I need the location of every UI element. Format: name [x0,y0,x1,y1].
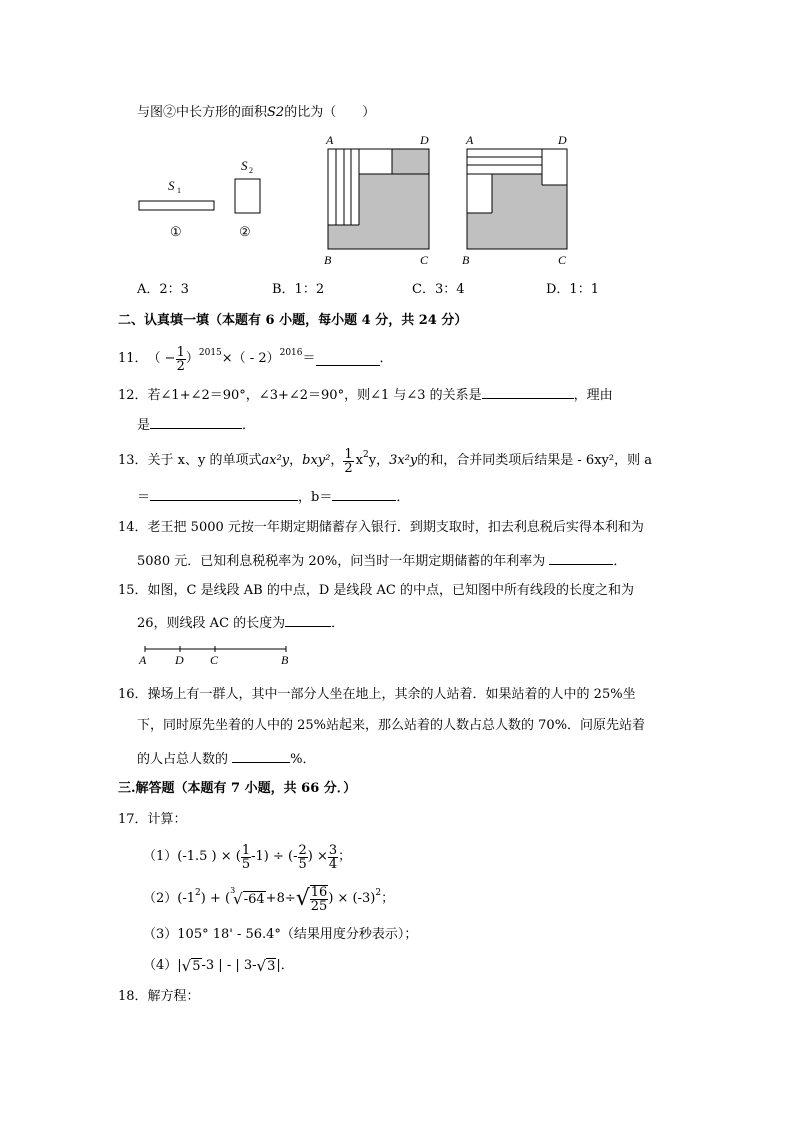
q13-term4: 3x²y [389,453,418,468]
figure-horizontal-strips [458,130,578,270]
q17-part3: （3）105° 18' - 56.4°（结果用度分秒表示）； [143,927,418,942]
answer-blank-b[interactable] [332,488,396,501]
frac-den: 25 [310,899,328,914]
q11-exp1: 2015 [198,348,222,358]
frac-den: 4 [328,856,338,872]
question-15-line1: 15．如图，C 是线段 AB 的中点，D 是线段 AC 的中点，已知图中所有线段的长度之和为 [118,583,634,598]
q11-close: ） [185,351,199,366]
q11-end: ． [379,351,393,366]
question-14-line2 [137,552,626,570]
frac-num: 3 [328,842,338,858]
question-12-line1 [118,386,613,404]
q-tail: 的比为（ ） [284,105,376,120]
fraction [298,844,308,871]
answer-blank[interactable] [549,552,613,565]
q11-mid: ×（ - 2） [221,351,280,366]
q15-text: 26，则线段 AC 的长度为 [137,616,286,631]
expr: (-1 [177,891,196,906]
rect-s1 [139,201,214,210]
q13-sep: ， [330,453,344,468]
s1-label: S [168,178,175,193]
figure-s1-s2 [130,150,280,245]
q13-sep: ， [289,453,303,468]
fig1-caption: ① [170,224,182,239]
frac-den: 2 [344,460,353,476]
frac-num: 16 [310,885,328,900]
root-index: 3 [230,886,236,895]
expr: |． [276,958,294,973]
expr: ) × [307,849,328,864]
segment-figure [136,643,296,669]
q14-text: 5080 元．已知利息税税率为 20%，问当时一年期定期储蓄的年利率为 [137,554,546,569]
expr: -3 | - | 3- [201,958,257,973]
q14-end: ． [613,554,627,569]
radicand: 3 [267,958,276,974]
answer-blank-a[interactable] [150,488,298,501]
q12-line2-text: 是 [137,418,151,433]
s2-label: S [241,158,248,173]
frac-num: 1 [176,344,185,360]
question-11 [118,345,393,373]
q12-line2-end: ． [242,418,256,433]
question-17-head: 17．计算： [118,812,187,827]
option-b: B．1：2 [272,282,325,297]
radical-icon: √ [256,957,267,975]
point-b: B [281,653,289,667]
label-d: D [558,133,567,147]
question-13-line1 [118,444,652,478]
expr: ) × (-3) [328,891,376,906]
frac-num: 1 [241,842,251,858]
expr-end: ； [338,849,352,864]
q13-term3-tail: y， [368,453,390,468]
radical-icon: √ [181,957,192,975]
q-text: 与图②中长方形的面积 [137,105,268,120]
q15-end: ． [331,616,345,631]
q13-term3-exp: 2 [363,450,369,460]
q11-exp2: 2016 [279,348,303,358]
part-label: （1） [143,849,178,864]
radicand: -64 [243,891,265,907]
answer-blank[interactable] [150,416,242,429]
q11-fraction [176,346,186,373]
section-3-title: 三.解答题（本题有 7 小题，共 66 分．） [118,781,357,796]
rect-s2 [235,179,260,213]
fraction [241,844,251,871]
expr: | [177,958,182,973]
question-12-line2 [137,416,255,434]
radical-icon: √ [233,890,243,908]
label-b: B [462,253,470,267]
q13-suffix: 的和，合并同类项后结果是 - 6xy²，则 a [417,453,652,468]
question-13-line2 [137,488,409,506]
frac-num: 2 [298,842,307,858]
q13-end: ． [396,490,410,505]
q13-term2: bxy² [302,453,331,468]
question-16-line2: 下，同时原先坐着的人中的 25%站起来，那么站着的人数占总人数的 70%．问原先站着 [137,718,646,733]
option-d: D．1：1 [546,282,599,297]
q17-part2 [143,880,394,918]
frac-den: 5 [241,856,251,872]
point-c: C [210,653,219,667]
point-d: D [175,653,184,667]
q13-prefix: 13．关于 x、y 的单项式 [118,453,262,468]
expr-end: ； [381,891,395,906]
frac-den: 2 [176,358,185,374]
q13-term1: ax²y [261,453,290,468]
q16-end: %． [290,752,316,767]
frac-den: 5 [298,856,307,872]
radical-icon: √ [295,886,310,911]
answer-blank[interactable] [316,353,380,366]
expr: ) + ( [200,891,231,906]
q13-fraction [343,448,353,475]
answer-blank[interactable] [285,614,331,627]
question-16-line1: 16．操场上有一群人，其中一部分人坐在地上，其余的人站着．如果站着的人中的 25%坐 [118,687,636,702]
radicand: 5 [192,958,201,974]
expr: (-1.5 ) × ( [177,849,241,864]
section-2-title: 二、认真填一填（本题有 6 小题，每小题 4 分，共 24 分） [118,313,468,328]
q17-part4 [143,956,294,976]
q12-text: 12．若∠1+∠2＝90°，∠3+∠2＝90°，则∠1 与∠3 的关系是 [118,388,482,403]
q11-open: （ − [147,351,176,366]
answer-blank[interactable] [232,750,290,763]
fraction-under-root [310,885,329,913]
label-c: C [558,253,567,267]
s2-symbol: S2 [267,105,285,120]
exponent: 2 [375,888,382,898]
figure-vertical-strips [318,130,438,270]
q16-text: 的人占总人数的 [137,752,229,767]
frac-num: 1 [344,446,353,462]
s1-sub: 1 [177,186,181,195]
option-a: A．2：3 [137,282,189,297]
fraction [328,844,338,871]
q11-eq: ＝ [302,351,316,366]
q13-term3: x [355,453,363,468]
answer-blank[interactable] [482,386,574,399]
label-b: B [324,253,332,267]
q13-eq-b: ，b＝ [298,490,333,505]
expr: -1) ÷ (- [251,849,298,864]
q12-end: ，理由 [573,388,613,403]
question-16-line3 [137,750,316,768]
option-c: C．3：4 [412,282,465,297]
expr: +8÷ [265,891,296,906]
q17-part1 [143,840,351,874]
fig2-caption: ② [239,224,251,239]
question-15-line2 [137,614,344,632]
question-18-head: 18．解方程： [118,989,200,1004]
question-continuation [137,105,375,121]
label-d: D [420,133,429,147]
question-14-line1: 14．老王把 5000 元按一年期定期储蓄存入银行．到期支取时，扣去利息税后实得本利和为 [118,520,644,535]
label-a: A [466,133,474,147]
point-a: A [139,653,147,667]
exponent: 2 [195,888,201,898]
part-label: （4） [143,958,178,973]
label-c: C [420,253,429,267]
part-label: （2） [143,891,178,906]
q13-eq-a: ＝ [137,490,151,505]
label-a: A [326,133,334,147]
s2-sub: 2 [249,166,253,175]
q11-num: 11． [118,351,148,366]
